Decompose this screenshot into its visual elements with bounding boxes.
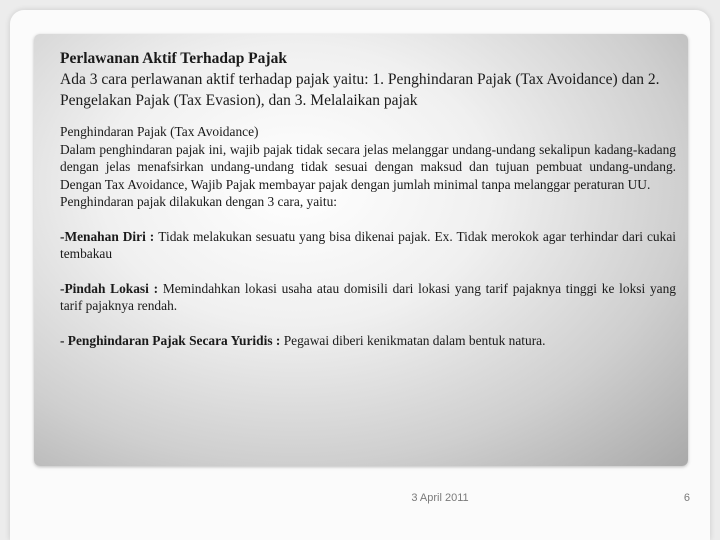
subheading: Penghindaran Pajak (Tax Avoidance) bbox=[60, 124, 259, 139]
body-block bbox=[60, 123, 676, 349]
slide-title: Perlawanan Aktif Terhadap Pajak bbox=[60, 50, 287, 67]
list-item bbox=[60, 280, 676, 315]
page-number: 6 bbox=[683, 492, 690, 504]
item-desc: Tidak melakukan sesuatu yang bisa dikenai pajak. Ex. Tidak merokok agar terhindar dari cukai tembakau bbox=[60, 228, 676, 261]
title-block bbox=[60, 48, 676, 111]
list-item bbox=[60, 332, 676, 350]
item-desc: Memindahkan lokasi usaha atau domisili dari lokasi yang tarif pajaknya tinggi ke loksi yang tarif pajaknya rendah. bbox=[60, 280, 676, 313]
item-term: -Pindah Lokasi : bbox=[60, 280, 163, 296]
item-desc: Pegawai diberi kenikmatan dalam bentuk natura. bbox=[283, 332, 546, 348]
ways-intro: Penghindaran pajak dilakukan dengan 3 cara, yaitu: bbox=[60, 194, 338, 209]
slide-text bbox=[60, 48, 676, 349]
item-term: -Menahan Diri : bbox=[60, 228, 159, 244]
slide-intro: Ada 3 cara perlawanan aktif terhadap pajak yaitu: 1. Penghindaran Pajak (Tax Avoidance) dan 2. Pengelakan Pajak (Tax Evasion), dan 3. Melalaikan pajak bbox=[60, 71, 660, 109]
list-item bbox=[60, 228, 676, 263]
footer-date: 3 April 2011 bbox=[411, 492, 469, 504]
item-term: - Penghindaran Pajak Secara Yuridis : bbox=[60, 332, 284, 348]
paragraph: Dalam penghindaran pajak ini, wajib pajak tidak secara jelas melanggar undang-undang sekalipun kadang-kadang dengan jelas menafsirkan undang-undang tidak sesuai dengan maksud dan tujuan pembuat undang-undang. Dengan Tax Avoidance, Wajib Pajak membayar pajak dengan jumlah minimal tanpa melanggar peraturan UU. bbox=[60, 141, 676, 192]
